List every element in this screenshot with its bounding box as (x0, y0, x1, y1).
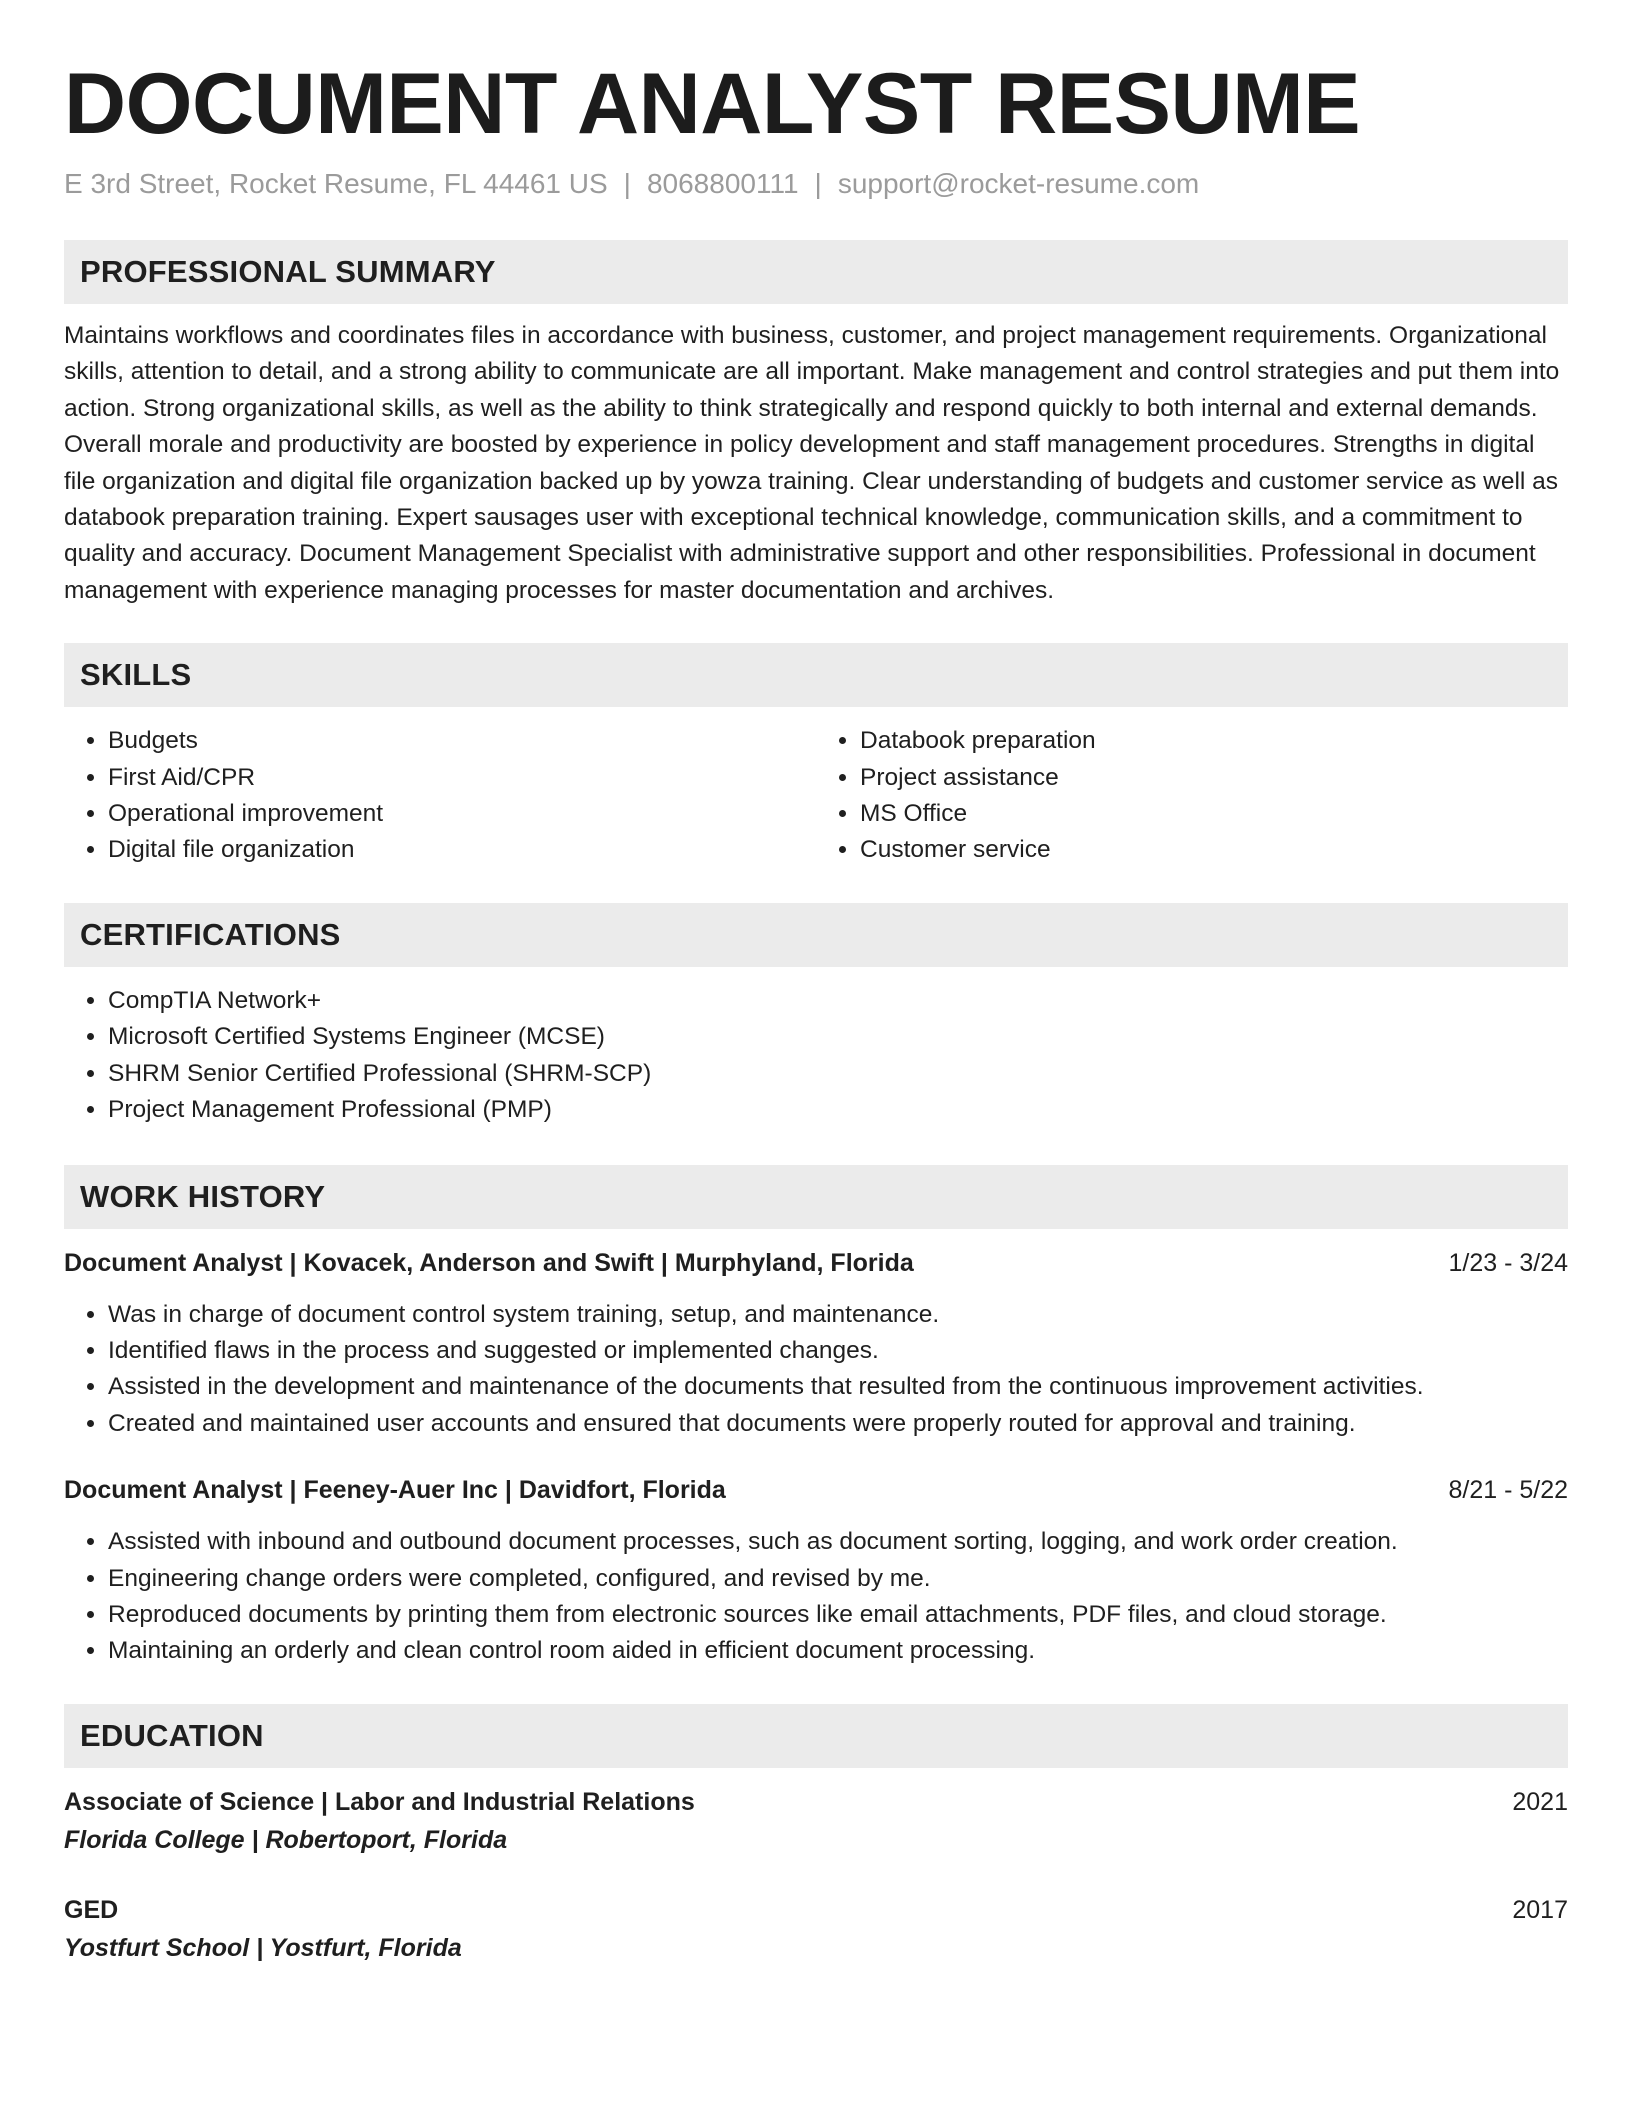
contact-separator: | (623, 168, 631, 199)
work-history-section (64, 1165, 1568, 1670)
job-dates: 1/23 - 3/24 (1448, 1248, 1568, 1277)
contact-phone: 8068800111 (646, 168, 799, 199)
education-header (64, 1784, 1568, 1820)
job-header (64, 1472, 1568, 1508)
job-title: Document Analyst | Kovacek, Anderson and Swift | Murphyland, Florida (64, 1248, 914, 1277)
list-item: • Operational improvement (108, 796, 816, 832)
job-title: Document Analyst | Feeney-Auer Inc | Davidfort, Florida (64, 1476, 726, 1505)
skills-grid (64, 723, 1568, 869)
education-year: 2017 (1512, 1895, 1568, 1924)
contact-email: support@rocket-resume.com (837, 168, 1200, 199)
list-item: • Engineering change orders were completed, configured, and revised by me. (108, 1561, 1568, 1597)
education-degree: GED (64, 1895, 119, 1924)
job-bullets (64, 1297, 1568, 1443)
list-item: • First Aid/CPR (108, 760, 816, 796)
education-school: Yostfurt School | Yostfurt, Florida (64, 1933, 462, 1962)
list-item: • Created and maintained user accounts and ensured that documents were properly routed for approval and training. (108, 1406, 1568, 1442)
contact-address: E 3rd Street, Rocket Resume, FL 44461 US (64, 168, 608, 199)
education-entry (64, 1892, 1568, 1966)
work-history-heading: WORK HISTORY (64, 1165, 1568, 1229)
summary-heading: PROFESSIONAL SUMMARY (64, 240, 1568, 304)
education-entry (64, 1784, 1568, 1858)
resume-page (64, 56, 1568, 1966)
list-item: • Project assistance (860, 760, 1568, 796)
education-header (64, 1892, 1568, 1928)
contact-line (64, 166, 1568, 202)
summary-text: Maintains workflows and coordinates files in accordance with business, customer, and project management requirements. Organizational skills, attention to detail, and a strong ability to communicate are all important. Make management and control strategies and put them into action. Strong organizational skills, as well as the ability to think strategically and respond quickly to both internal and external demands. Overall morale and productivity are boosted by experience in policy development and staff management procedures. Strengths in digital file organization and digital file organization backed up by yowza training. Clear understanding of budgets and customer service as well as databook preparation training. Expert sausages user with exceptional technical knowledge, communication skills, and a commitment to quality and accuracy. Document Management Specialist with administrative support and other responsibilities. Professional in document management with experience managing processes for master documentation and archives. (64, 322, 1560, 604)
list-item: • Digital file organization (108, 832, 816, 868)
job-header (64, 1245, 1568, 1281)
list-item: • Maintaining an orderly and clean control room aided in efficient document processing. (108, 1633, 1568, 1669)
list-item: • Project Management Professional (PMP) (108, 1092, 1568, 1128)
list-item: • Assisted with inbound and outbound document processes, such as document sorting, logging, and work order creation. (108, 1524, 1568, 1560)
skills-section (64, 643, 1568, 869)
education-section (64, 1704, 1568, 1966)
list-item: • Assisted in the development and maintenance of the documents that resulted from the continuous improvement activities. (108, 1369, 1568, 1405)
contact-separator: | (814, 168, 822, 199)
education-heading: EDUCATION (64, 1704, 1568, 1768)
job-entry (64, 1472, 1568, 1670)
education-year: 2021 (1512, 1787, 1568, 1816)
job-dates: 8/21 - 5/22 (1448, 1476, 1568, 1505)
resume-title: DOCUMENT ANALYST RESUME (64, 56, 1361, 152)
list-item: • Databook preparation (860, 723, 1568, 759)
list-item: • Identified flaws in the process and suggested or implemented changes. (108, 1333, 1568, 1369)
certifications-section (64, 903, 1568, 1129)
job-entry (64, 1245, 1568, 1443)
education-degree: Associate of Science | Labor and Industrial Relations (64, 1787, 695, 1816)
list-item: • SHRM Senior Certified Professional (SHRM-SCP) (108, 1056, 1568, 1092)
list-item: • Reproduced documents by printing them from electronic sources like email attachments, PDF files, and cloud storage. (108, 1597, 1568, 1633)
list-item: • Microsoft Certified Systems Engineer (MCSE) (108, 1019, 1568, 1055)
list-item: • Customer service (860, 832, 1568, 868)
skills-heading: SKILLS (64, 643, 1568, 707)
education-school: Florida College | Robertoport, Florida (64, 1825, 508, 1854)
job-bullets (64, 1524, 1568, 1670)
skills-list-right (816, 723, 1568, 869)
list-item: • Budgets (108, 723, 816, 759)
list-item: • MS Office (860, 796, 1568, 832)
certifications-list (64, 983, 1568, 1129)
summary-section (64, 240, 1568, 609)
skills-list-left (64, 723, 816, 869)
list-item: • CompTIA Network+ (108, 983, 1568, 1019)
certifications-heading: CERTIFICATIONS (64, 903, 1568, 967)
list-item: • Was in charge of document control system training, setup, and maintenance. (108, 1297, 1568, 1333)
